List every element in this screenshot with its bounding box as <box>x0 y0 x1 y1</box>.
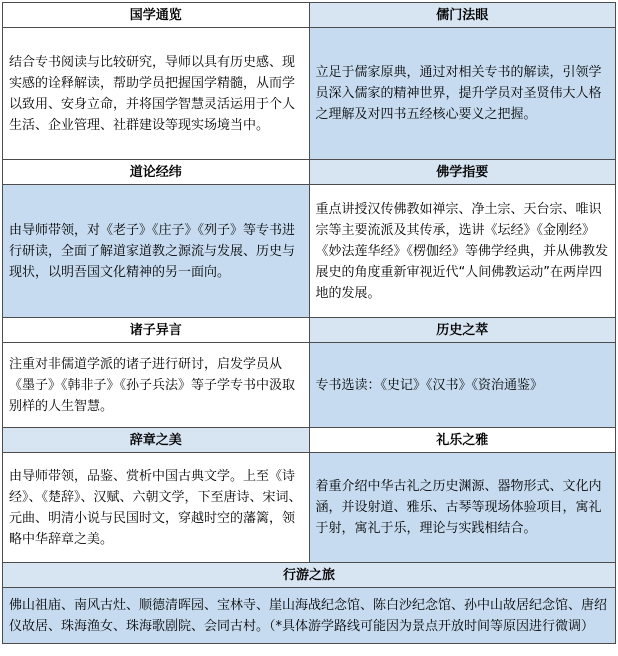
section-description: 专书选读：《史记》《汉书》《资治通鉴》 <box>309 343 616 428</box>
header-row <box>3 318 616 343</box>
section-description: 注重对非儒道学派的诸子进行研讨，启发学员从《墨子》《韩非子》《孙子兵法》等子学专书中汲取别样的人生智慧。 <box>3 343 310 428</box>
footer-header-row <box>3 563 616 588</box>
header-row <box>3 160 616 185</box>
section-description: 由导师带领，品鉴、赏析中国古典文学。上至《诗经》、《楚辞》、汉赋、六朝文学，下至唐诗、宋词、元曲、明清小说与民国时文，穿越时空的藩篱，领略中华辞章之美。 <box>3 453 310 563</box>
section-description: 结合专书阅读与比较研究，导师以具有历史感、现实感的诠释解读，帮助学员把握国学精髓，从而学以致用、安身立命，并将国学智慧灵活运用于个人生活、企业管理、社群建设等现实场境当中。 <box>3 28 310 160</box>
section-title: 佛学指要 <box>309 160 616 185</box>
body-row <box>3 28 616 160</box>
footer-description: 佛山祖庙、南风古灶、顺德清晖园、宝林寺、崖山海战纪念馆、陈白沙纪念馆、孙中山故居纪念馆、唐绍仪故居、珠海渔女、珠海歌剧院、会同古村。（*具体游学路线可能因为景点开放时间等原因进行微调） <box>3 588 616 644</box>
body-row <box>3 185 616 318</box>
section-description: 由导师带领，对《老子》《庄子》《列子》等专书进行研读，全面了解道家道教之源流与发展、历史与现状，以明吾国文化精神的另一面向。 <box>3 185 310 318</box>
footer-title: 行游之旅 <box>3 563 616 588</box>
course-table <box>2 2 616 644</box>
section-title: 辞章之美 <box>3 428 310 453</box>
header-row <box>3 3 616 28</box>
section-title: 礼乐之雅 <box>309 428 616 453</box>
section-title: 国学通览 <box>3 3 310 28</box>
header-row <box>3 428 616 453</box>
section-description: 立足于儒家原典，通过对相关专书的解读，引领学员深入儒家的精神世界，提升学员对圣贤伟大人格之理解及对四书五经核心要义之把握。 <box>309 28 616 160</box>
footer-body-row <box>3 588 616 644</box>
section-title: 儒门法眼 <box>309 3 616 28</box>
section-title: 历史之萃 <box>309 318 616 343</box>
section-description: 着重介绍中华古礼之历史渊源、器物形式、文化内涵，并设射道、雅乐、古琴等现场体验项目，寓礼于射，寓礼于乐，理论与实践相结合。 <box>309 453 616 563</box>
body-row <box>3 343 616 428</box>
body-row <box>3 453 616 563</box>
section-title: 道论经纬 <box>3 160 310 185</box>
section-description: 重点讲授汉传佛教如禅宗、净土宗、天台宗、唯识宗等主要流派及其传承，选讲《坛经》《金刚经》《妙法莲华经》《楞伽经》等佛学经典，并从佛教发展史的角度重新审视近代“人间佛教运动”在两岸四地的发展。 <box>309 185 616 318</box>
section-title: 诸子异言 <box>3 318 310 343</box>
